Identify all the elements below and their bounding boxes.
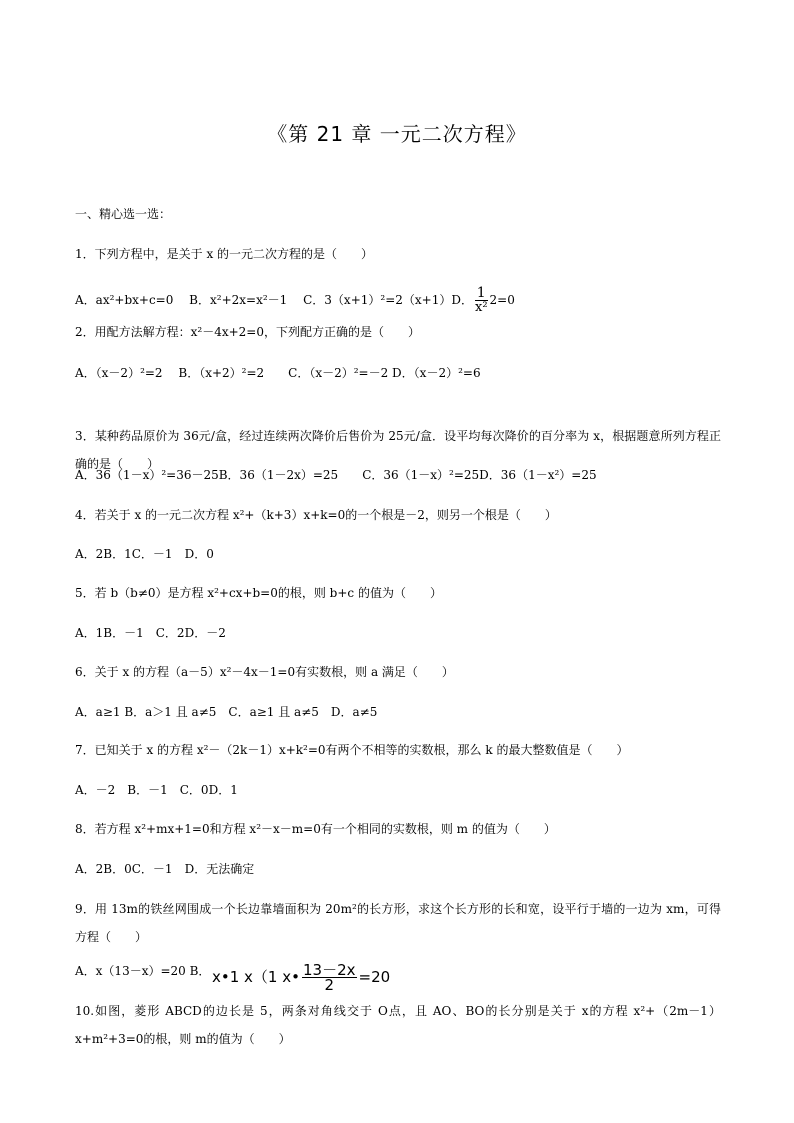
question-7: 7．已知关于 x 的方程 x²－（2k－1）x+k²=0有两个不相等的实数根，那么 k 的最大整数值是（ ） [75, 743, 629, 757]
fraction-denominator: 2 [324, 976, 335, 994]
fraction-numerator: 1 [476, 285, 486, 301]
question-8-options: A．2B．0C．－1 D．无法确定 [75, 862, 255, 876]
question-1: 1．下列方程中，是关于 x 的一元二次方程的是（ ） [75, 247, 374, 261]
question-2: 2．用配方法解方程：x²－4x+2=0，下列配方正确的是（ ） [75, 325, 420, 339]
question-5: 5．若 b（b≠0）是方程 x²+cx+b=0的根，则 b+c 的值为（ ） [75, 586, 442, 600]
section-heading: 一、精心选一选： [75, 207, 172, 221]
question-10: 10.如图，菱形 ABCD的边长是 5，两条对角线交于 O点，且 AO、BO的长分别是关于 x的方程 x²+（2m－1）x+m²+3=0的根，则 m的值为（ ） [75, 1004, 721, 1046]
question-1-options [75, 286, 515, 315]
question-6: 6．关于 x 的方程（a－5）x²－4x－1=0有实数根，则 a 满足（ ） [75, 665, 454, 679]
equation-fragment: x•1 x（1 [212, 968, 278, 986]
question-9-options: A．x（13－x）=20 B． [75, 964, 211, 978]
question-4: 4．若关于 x 的一元二次方程 x²+（k+3）x+k=0的一个根是－2，则另一个根是（ ） [75, 508, 557, 522]
equation-tail: =20 [358, 968, 391, 986]
fraction-denominator: x² [474, 300, 488, 315]
question-9-b-equation [212, 963, 390, 992]
question-1-options-text: A．ax²+bx+c=0 B．x²+2x=x²－1 C．3（x+1）²=2（x+1）D． [75, 293, 473, 307]
question-7-options: A．－2 B．－1 C．0D．1 [75, 783, 238, 797]
question-6-options: A．a≥1 B．a＞1 且 a≠5 C．a≥1 且 a≠5 D．a≠5 [75, 705, 378, 719]
question-3-options: A．36（1－x）²=36－25B．36（1－2x）=25 C．36（1－x）²=25D．36（1－x²）=25 [75, 468, 597, 482]
question-4-options: A．2B．1C．－1 D．0 [75, 547, 214, 561]
question-8: 8．若方程 x²+mx+1=0和方程 x²－x－m=0有一个相同的实数根，则 m 的值为（ ） [75, 822, 556, 836]
equation-fraction [302, 963, 357, 992]
fraction-numerator: 13－2x [302, 961, 356, 979]
question-9: 9．用 13m的铁丝网围成一个长边靠墙面积为 20m²的长方形，求这个长方形的长和宽，设平行于墙的一边为 xm，可得方程（ ） [75, 902, 721, 944]
question-1-d-tail: 2=0 [489, 293, 515, 307]
question-5-options: A．1B．－1 C．2D．－2 [75, 626, 226, 640]
question-2-options: A．（x－2）²=2 B．（x+2）²=2 C．（x－2）²=－2 D．（x－2）²=6 [75, 366, 481, 380]
equation-prefix: x• [282, 968, 300, 986]
question-1-fraction [475, 286, 488, 315]
question-3: 3．某种药品原价为 36元/盒，经过连续两次降价后售价为 25元/盒．设平均每次降价的百分率为 x，根据题意所列方程正确的是（ ） [75, 429, 721, 471]
page-title: 《第 21 章 一元二次方程》 [267, 122, 527, 146]
